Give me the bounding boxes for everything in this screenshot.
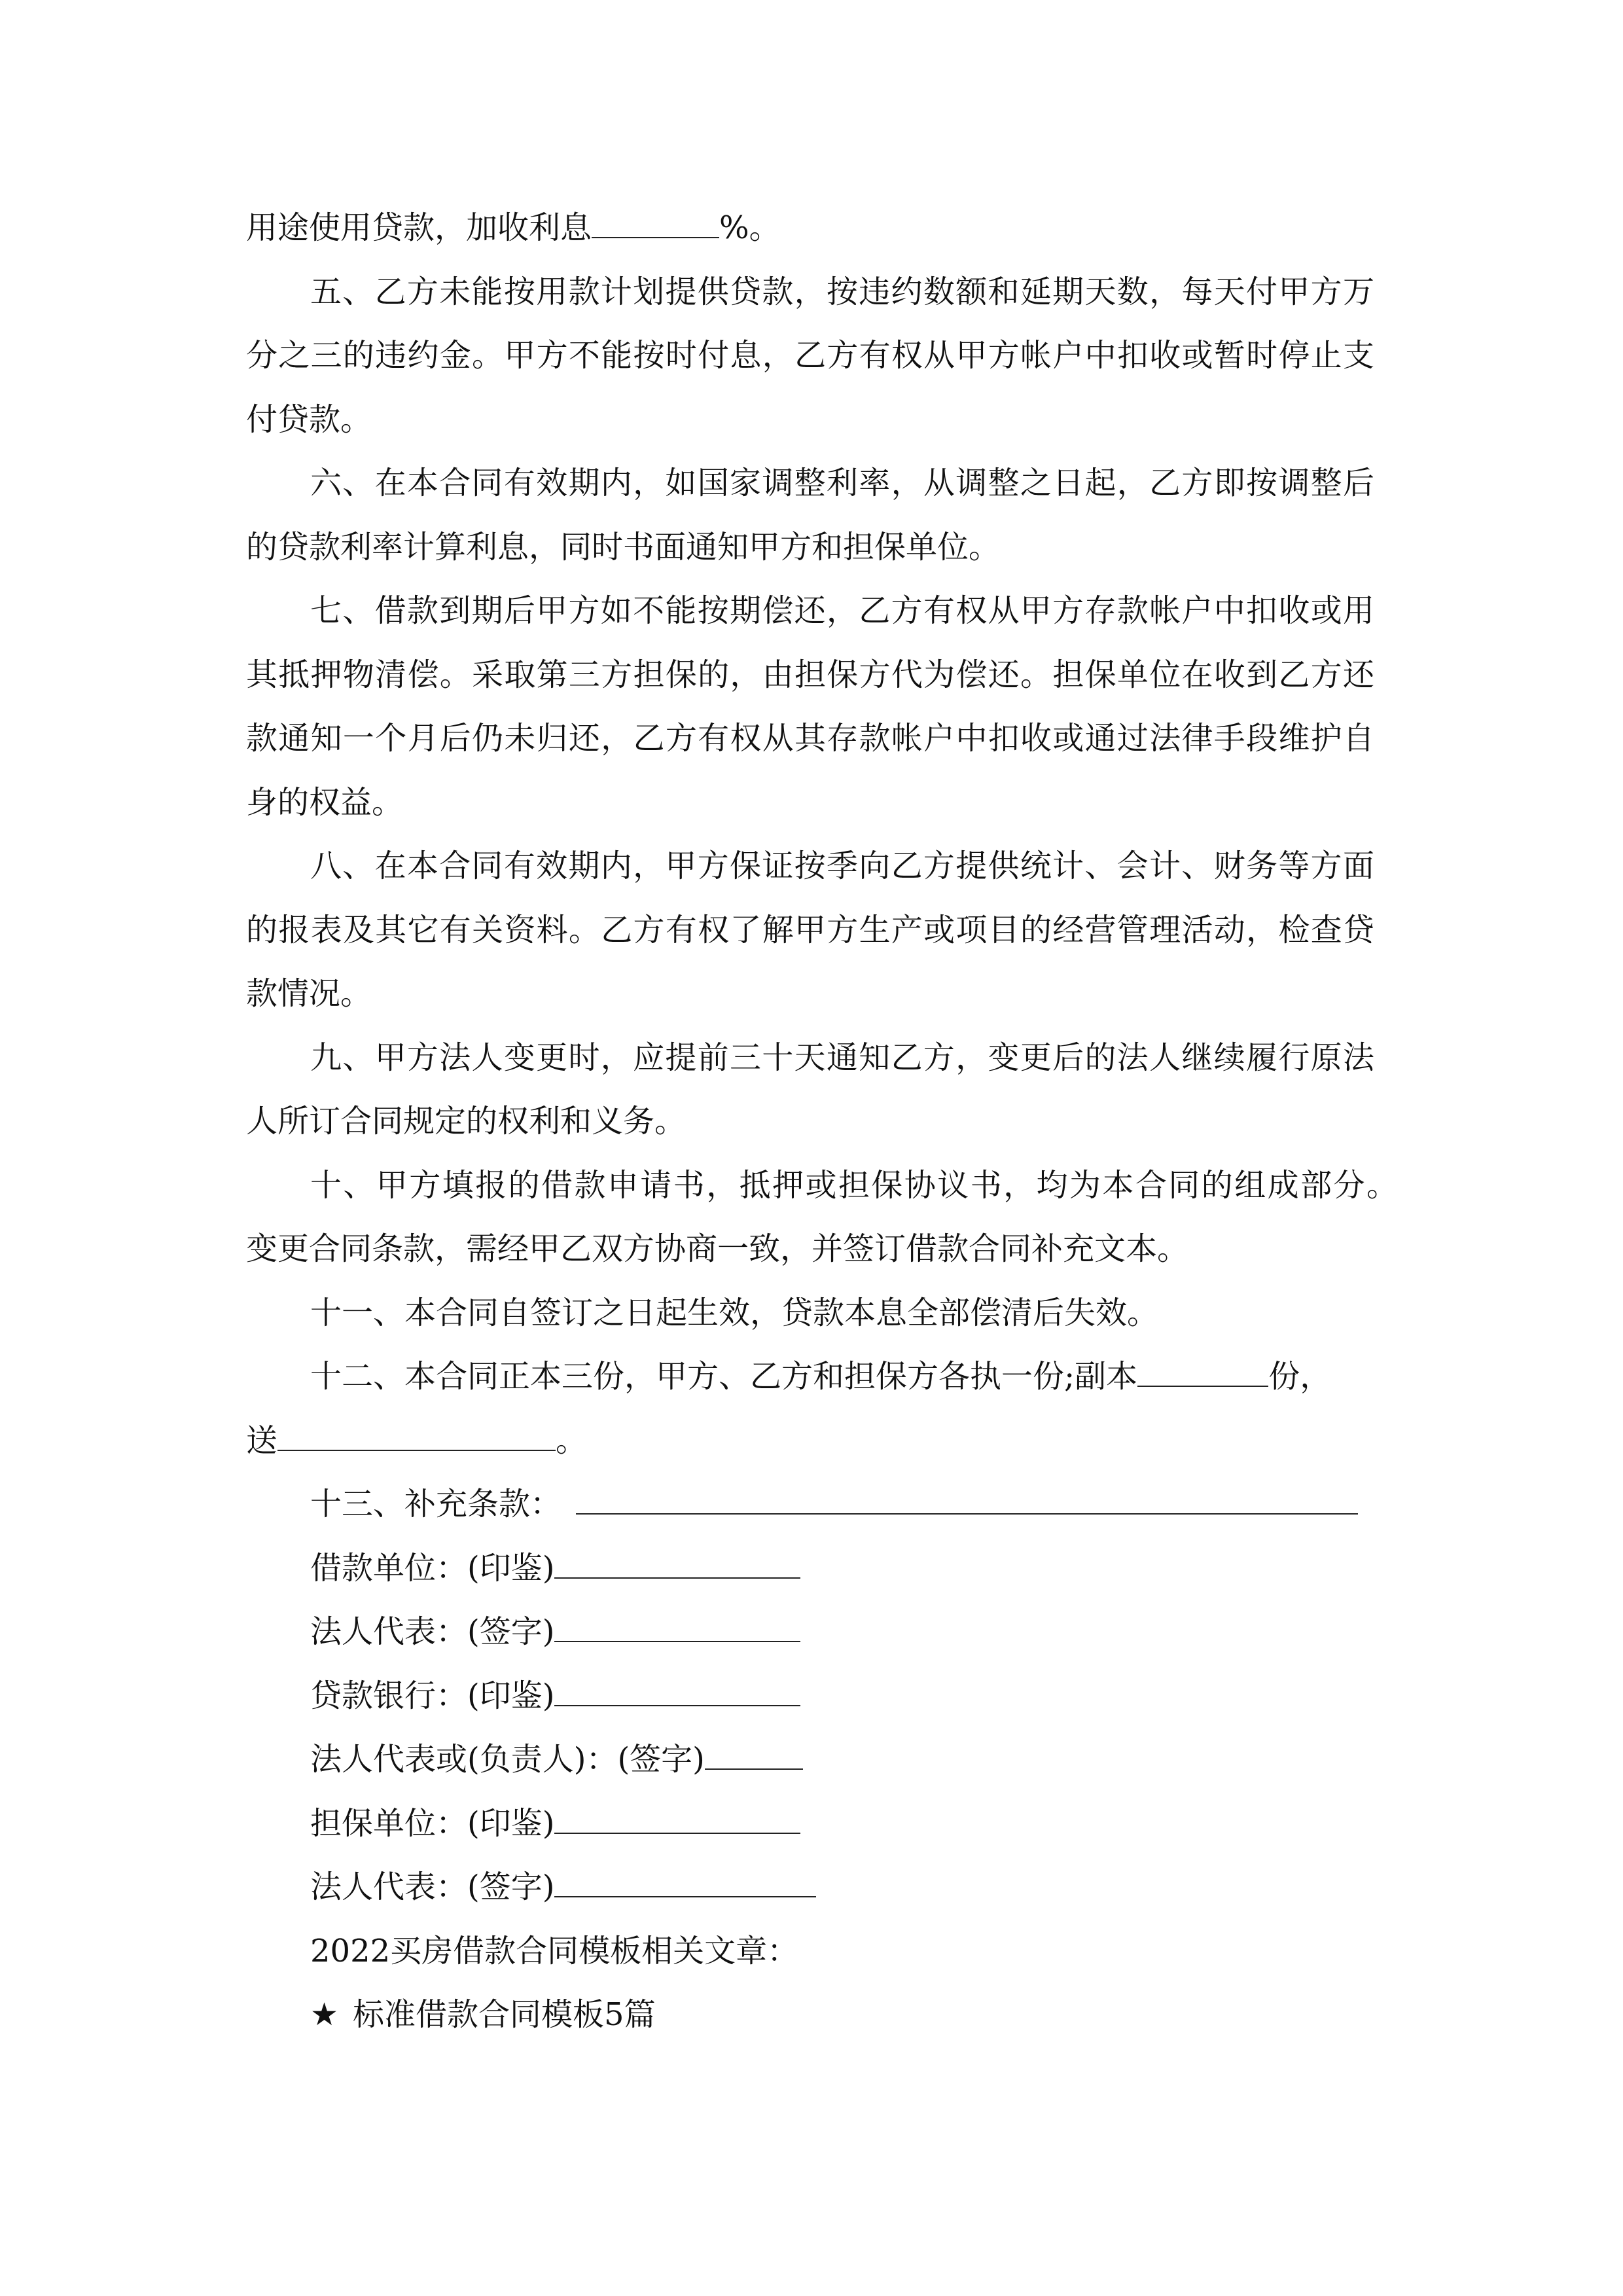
signature-line — [246, 1664, 1374, 1729]
signature-line — [246, 1600, 1374, 1664]
clause-6-line: 的贷款利率计算利息，同时书面通知甲方和担保单位。 — [246, 528, 1001, 565]
interest-rate-blank[interactable] — [592, 211, 719, 238]
related-article-item[interactable] — [246, 1983, 1374, 2047]
borrower-seal-blank[interactable] — [554, 1551, 800, 1579]
clause-10-line: 变更合同条款，需经甲乙双方协商一致，并签订借款合同补充文本。 — [246, 1230, 1189, 1267]
signature-line — [246, 1856, 1374, 1920]
star-icon: ★ — [310, 1996, 339, 2033]
clause-12-line — [246, 1409, 1374, 1473]
signature-label: 法人代表或(负责人)：(签字) — [310, 1741, 705, 1778]
clause-7-line: 其抵押物清偿。采取第三方担保的，由担保方代为偿还。担保单位在收到乙方还 — [246, 656, 1374, 693]
signature-label: 法人代表：(签字) — [310, 1869, 555, 1905]
borrower-rep-signature-blank[interactable] — [554, 1615, 800, 1642]
signature-label: 法人代表：(签字) — [310, 1613, 555, 1650]
guarantor-seal-blank[interactable] — [554, 1806, 800, 1834]
clause-10-line: 十、甲方填报的借款申请书，抵押或担保协议书，均为本合同的组成部分。 — [310, 1166, 1398, 1204]
signature-line — [246, 1792, 1374, 1856]
supplementary-terms-label: 十三、补充条款： — [310, 1486, 562, 1522]
clause-7-line: 七、借款到期后甲方如不能按期偿还，乙方有权从甲方存款帐户中扣收或用 — [310, 592, 1374, 629]
clause-5-line: 分之三的违约金。甲方不能按时付息，乙方有权从甲方帐户中扣收或暂时停止支 — [246, 337, 1374, 374]
percent-sign: %。 — [719, 209, 781, 246]
clause-5-line: 五、乙方未能按用款计划提供贷款，按违约数额和延期天数，每天付甲方万 — [310, 273, 1374, 310]
clause-7-line: 身的权益。 — [246, 783, 404, 821]
clause-11-line: 十一、本合同自签订之日起生效，贷款本息全部偿清后失效。 — [310, 1294, 1159, 1331]
bank-seal-blank[interactable] — [554, 1679, 800, 1706]
related-articles-heading: 2022买房借款合同模板相关文章： — [310, 1932, 799, 1969]
clause-7-line: 款通知一个月后仍未归还，乙方有权从其存款帐户中扣收或通过法律手段维护自 — [246, 720, 1374, 757]
clause-8-line: 的报表及其它有关资料。乙方有权了解甲方生产或项目的经营管理活动，检查贷 — [246, 911, 1374, 948]
signature-label: 担保单位：(印鉴) — [310, 1804, 555, 1842]
signature-line — [246, 1537, 1374, 1601]
clause-text: 送 — [246, 1422, 278, 1459]
related-article-link[interactable]: 标准借款合同模板5篇 — [353, 1996, 656, 2033]
signature-label: 借款单位：(印鉴) — [310, 1549, 555, 1587]
clause-text: 份， — [1268, 1358, 1332, 1395]
clause-12-line — [246, 1345, 1374, 1409]
clause-4-tail — [246, 196, 1374, 260]
clause-8-line: 八、在本合同有效期内，甲方保证按季向乙方提供统计、会计、财务等方面 — [310, 848, 1374, 884]
supplementary-terms-blank[interactable] — [576, 1487, 1358, 1515]
bank-rep-signature-blank[interactable] — [705, 1742, 803, 1770]
clause-text: 十二、本合同正本三份，甲方、乙方和担保方各执一份;副本 — [310, 1358, 1138, 1395]
signature-line — [246, 1728, 1374, 1792]
send-to-blank[interactable] — [277, 1424, 556, 1451]
clause-text: 用途使用贷款，加收利息 — [246, 209, 592, 246]
guarantor-rep-signature-blank[interactable] — [554, 1870, 816, 1897]
clause-text: 。 — [556, 1422, 588, 1459]
clause-5-line: 付贷款。 — [246, 401, 372, 438]
document-page — [246, 196, 1398, 2047]
signature-label: 贷款银行：(印鉴) — [310, 1677, 555, 1714]
clause-9-line: 九、甲方法人变更时，应提前三十天通知乙方，变更后的法人继续履行原法 — [310, 1039, 1374, 1076]
copies-blank[interactable] — [1137, 1359, 1268, 1387]
clause-6-line: 六、在本合同有效期内，如国家调整利率，从调整之日起，乙方即按调整后 — [310, 465, 1374, 501]
clause-13-line — [246, 1473, 1374, 1537]
clause-9-line: 人所订合同规定的权利和义务。 — [246, 1103, 687, 1139]
clause-8-line: 款情况。 — [246, 975, 372, 1012]
